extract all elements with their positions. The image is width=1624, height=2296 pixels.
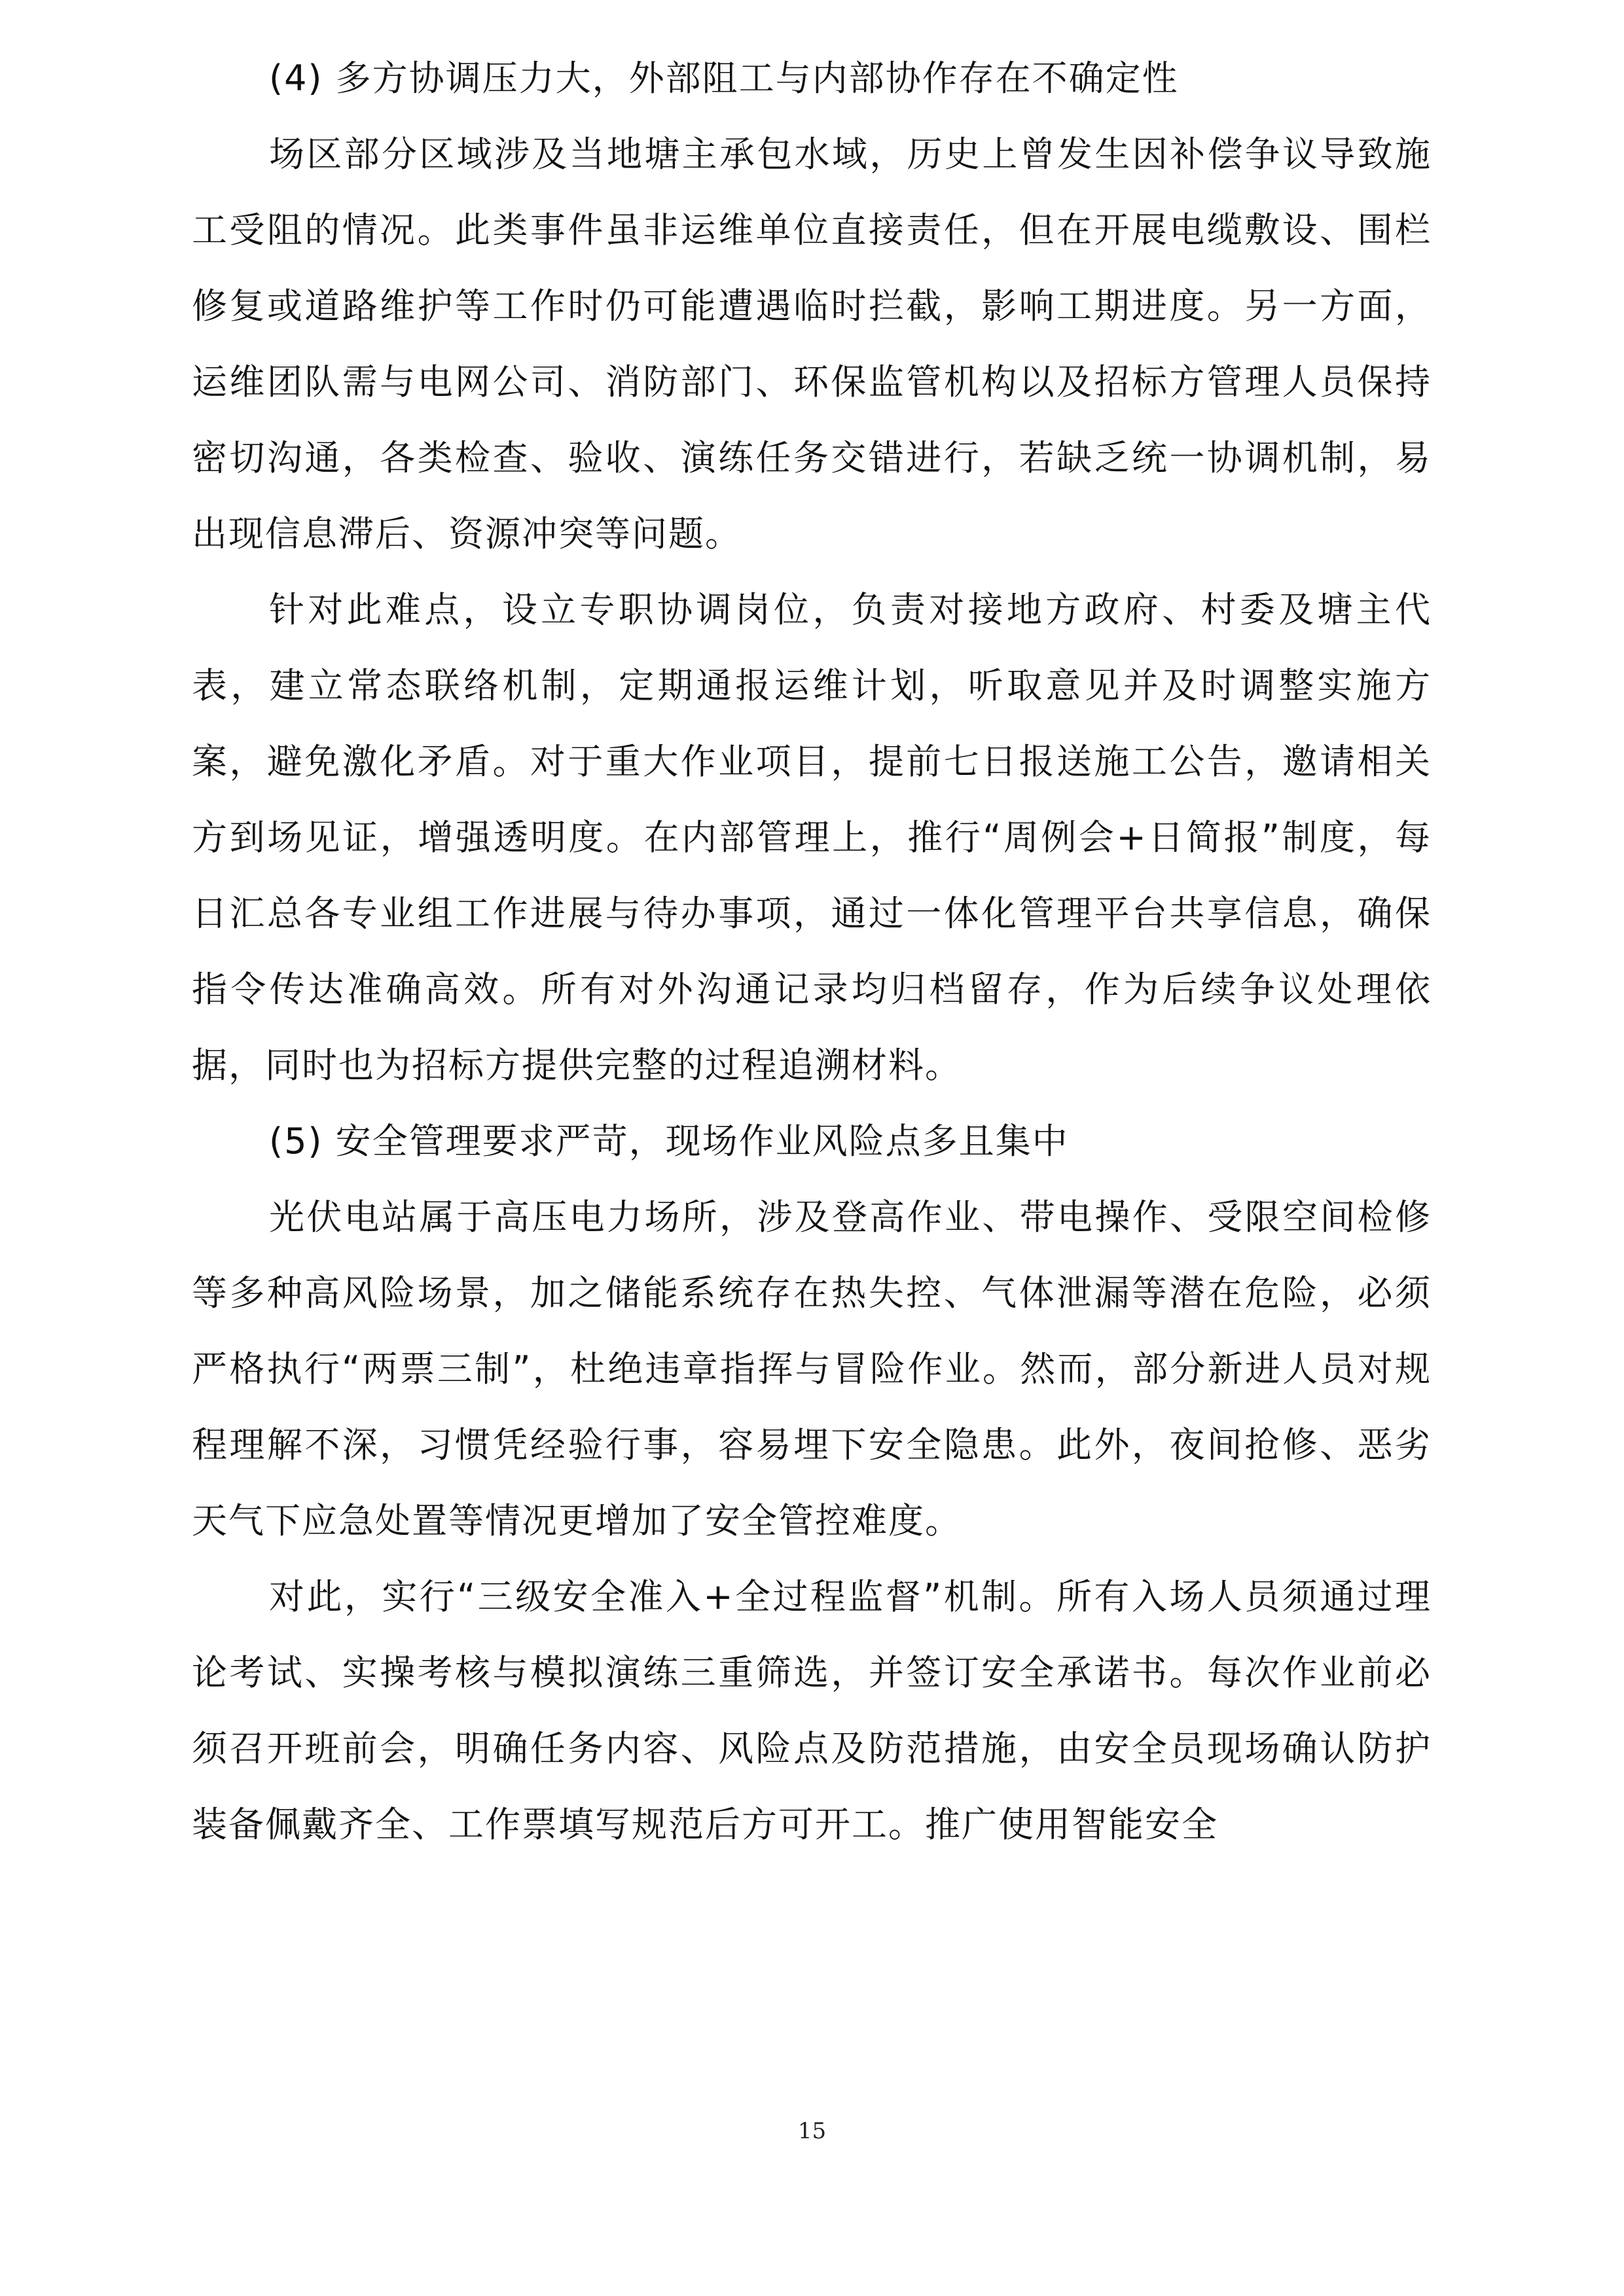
section-5-heading: (5) 安全管理要求严苛，现场作业风险点多且集中 [269,1121,1069,1162]
section-5-paragraph-2: 对此，实行“三级安全准入+全过程监督”机制。所有入场人员须通过理论考试、实操考核与模拟演练三重筛选，并签订安全承诺书。每次作业前必须召开班前会，明确任务内容、风险点及防范措施，由安全员现场确认防护装备佩戴齐全、工作票填写规范后方可开工。推广使用智能安全 [192,1576,1432,1845]
section-4-heading: (4) 多方协调压力大，外部阻工与内部协作存在不确定性 [269,58,1179,99]
page-number: 15 [797,2118,827,2144]
section-4-paragraph-1: 场区部分区域涉及当地塘主承包水域，历史上曾发生因补偿争议导致施工受阻的情况。此类事件虽非运维单位直接责任，但在开展电缆敷设、围栏修复或道路维护等工作时仍可能遭遇临时拦截，影响工期进度。另一方面，运维团队需与电网公司、消防部门、环保监管机构以及招标方管理人员保持密切沟通，各类检查、验收、演练任务交错进行，若缺乏统一协调机制，易出现信息滞后、资源冲突等问题。 [192,134,1432,554]
section-4-paragraph-2: 针对此难点，设立专职协调岗位，负责对接地方政府、村委及塘主代表，建立常态联络机制，定期通报运维计划，听取意见并及时调整实施方案，避免激化矛盾。对于重大作业项目，提前七日报送施工公告，邀请相关方到场见证，增强透明度。在内部管理上，推行“周例会+日简报”制度，每日汇总各专业组工作进展与待办事项，通过一体化管理平台共享信息，确保指令传达准确高效。所有对外沟通记录均归档留存，作为后续争议处理依据，同时也为招标方提供完整的过程追溯材料。 [192,589,1432,1086]
section-5-paragraph-1: 光伏电站属于高压电力场所，涉及登高作业、带电操作、受限空间检修等多种高风险场景，加之储能系统存在热失控、气体泄漏等潜在危险，必须严格执行“两票三制”，杜绝违章指挥与冒险作业。然而，部分新进人员对规程理解不深，习惯凭经验行事，容易埋下安全隐患。此外，夜间抢修、恶劣天气下应急处置等情况更增加了安全管控难度。 [192,1196,1432,1541]
page-content [192,41,1432,1863]
